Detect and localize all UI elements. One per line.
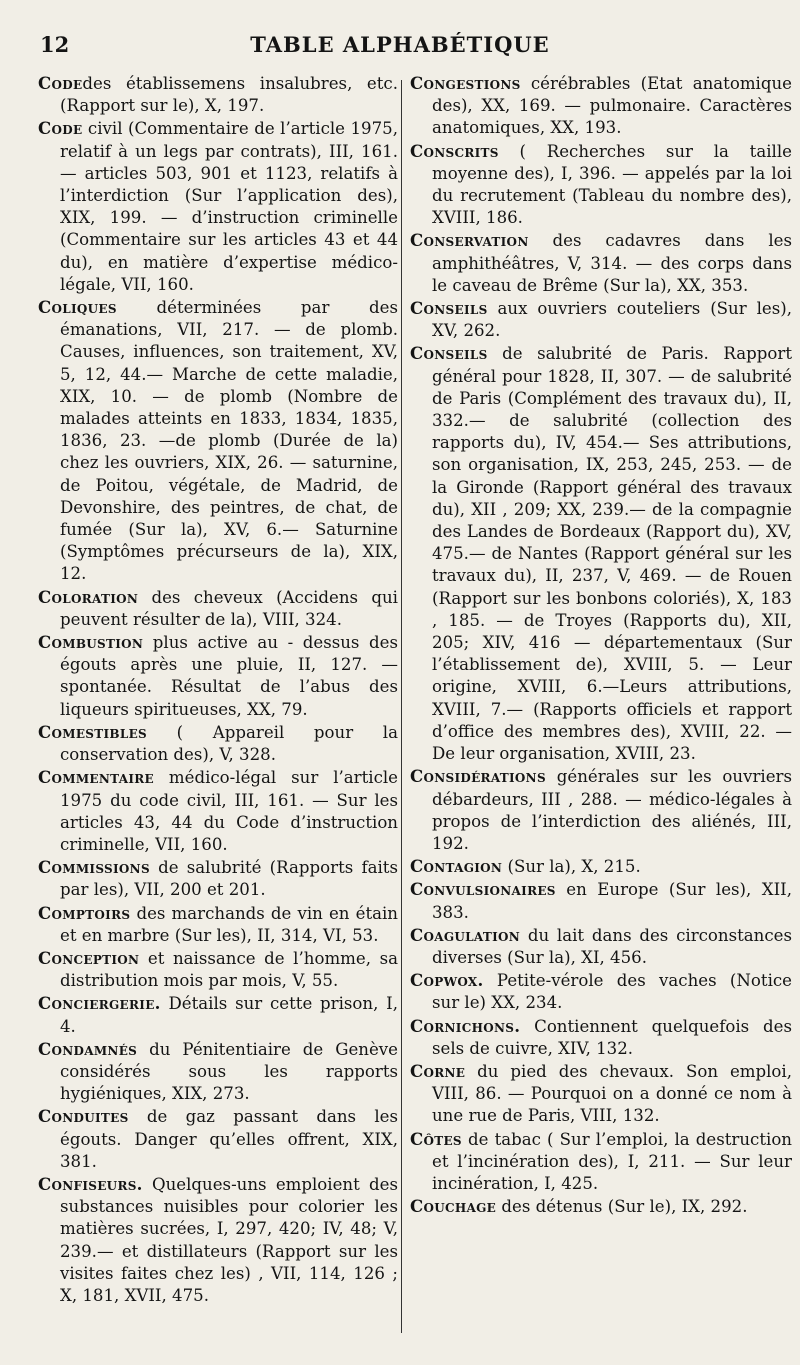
entry-text: du lait dans des circonstances diverses (Sur la), XI, 456. xyxy=(432,925,792,967)
index-entry xyxy=(38,902,398,947)
entry-headword: Commentaire xyxy=(38,767,154,788)
entry-text: civil (Commentaire de l’article 1975, relatif à un legs par contrats), III, 161.— articles 503, 901 et 1123, relatifs à l’interdiction (Sur l’application des), XIX, 199. — d’instruction criminelle (Commentaire sur les articles 43 et 44 du), en matière d’expertise médico-légale, VII, 160. xyxy=(60,119,398,294)
index-entry xyxy=(410,969,792,1014)
entry-headword: Congestions xyxy=(410,73,521,93)
entry-text: Contiennent quelquefois des sels de cuivre, XIV, 132. xyxy=(432,1016,792,1058)
entry-text: du Pénitentiaire de Genève considérés sous les rapports hygiéniques, XIX, 273. xyxy=(60,1039,398,1104)
index-entry xyxy=(38,1038,398,1106)
index-entry xyxy=(38,631,398,721)
index-entry xyxy=(410,140,792,230)
entry-headword: Confiseurs. xyxy=(38,1173,143,1194)
entry-text: des établissemens insalubres, etc. (Rapport sur le), X, 197. xyxy=(60,74,398,116)
entry-text: des détenus (Sur le), IX, 292. xyxy=(496,1197,748,1217)
entry-headword: Comptoirs xyxy=(38,902,131,923)
entry-text: (Sur la), X, 215. xyxy=(502,857,641,877)
entry-headword: Combustion xyxy=(38,632,144,653)
entry-headword: Coagulation xyxy=(410,924,521,945)
index-entry xyxy=(38,947,398,992)
entry-headword: Conduites xyxy=(38,1106,129,1127)
index-entry xyxy=(38,721,398,766)
entry-text: de tabac ( Sur l’emploi, la destruction et l’incinération des), I, 211. — Sur leur incinération, I, 425. xyxy=(432,1129,792,1193)
index-entry xyxy=(38,1173,398,1307)
entry-text: des marchands de vin en étain et en marbre (Sur les), II, 314, VI, 53. xyxy=(60,903,398,945)
entry-headword: Code xyxy=(38,73,83,93)
entry-headword: Convulsionaires xyxy=(410,879,556,900)
entry-headword: Condamnés xyxy=(38,1038,138,1059)
index-entry xyxy=(38,766,398,856)
index-entry xyxy=(38,856,398,901)
entry-headword: Conseils xyxy=(410,298,488,319)
entry-headword: Considérations xyxy=(410,766,546,787)
entry-text: des cadavres dans les amphithéâtres, V, 314. — des corps dans le caveau de Brême (Sur la), XX, 353. xyxy=(432,231,792,295)
index-entry xyxy=(38,72,398,117)
left-column xyxy=(38,72,398,1353)
entry-text: de salubrité (Rapports faits par les), VII, 200 et 201. xyxy=(60,858,398,900)
index-entry xyxy=(38,296,398,586)
entry-text: médico-légal sur l’article 1975 du code civil, III, 161. — Sur les articles 43, 44 du Code d’instruction criminelle, VII, 160. xyxy=(60,768,398,854)
index-entry xyxy=(410,878,792,923)
index-entry xyxy=(410,855,792,878)
entry-headword: Conseils xyxy=(410,343,488,364)
entry-text: en Europe (Sur les), XII, 383. xyxy=(432,880,792,922)
index-entry xyxy=(410,924,792,969)
entry-text: du pied des chevaux. Son emploi, VIII, 86. — Pourquoi on a donné ce nom à une rue de Paris, VIII, 132. xyxy=(432,1061,792,1126)
running-title: TABLE ALPHABÉTIQUE xyxy=(250,32,550,57)
entry-headword: Commissions xyxy=(38,857,150,878)
index-entry xyxy=(410,1128,792,1196)
index-entry xyxy=(410,229,792,297)
entry-text: déterminées par des émanations, VII, 217. — de plomb. Causes, influences, son traitement, XV, 5, 12, 44.— Marche de cette maladie, XIX, 10. — de plomb (Nombre de malades atteints en 1833, 1834, 1835, 1836, 23. —de plomb (Durée de la) chez les ouvriers, XIX, 26. — saturnine, de Poitou, végétale, de Madrid, de Devonshire, des peintres, de chat, de fumée (Sur la), XV, 6.— Saturnine (Symptômes précurseurs de la), XIX, 12. xyxy=(60,298,398,584)
entry-headword: Coliques xyxy=(38,297,117,318)
entry-text: de salubrité de Paris. Rapport général pour 1828, II, 307. — de salubrité de Paris (Complément des travaux du), II, 332.— de salubrité (collection des rapports du), IV, 454.— Ses attributions, son organisation, IX, 253, 245, 253. — de la Gironde (Rapport général des travaux du), XII , 209; XX, 239.— de la compagnie des Landes de Bordeaux (Rapport du), XV, 475.— de Nantes (Rapport général sur les travaux du), II, 237, V, 469. — de Rouen (Rapport sur les bonbons coloriés), X, 183 , 185. — de Troyes (Rapports du), XII, 205; XIV, 416 — départementaux (Sur l’établissement de), XVIII, 5. — Leur origine, XVIII, 6.—Leurs attributions, XVIII, 7.— (Rapports officiels et rapport d’office des membres des), XVIII, 22. — De leur organisation, XVIII, 23. xyxy=(432,344,792,764)
entry-headword: Conciergerie. xyxy=(38,993,161,1014)
entry-text: Petite-vérole des vaches (Notice sur le) XX, 234. xyxy=(432,971,792,1013)
index-entry xyxy=(410,1195,792,1218)
entry-text: plus active au - dessus des égouts après une pluie, II, 127. — spontanée. Résultat de l’abus des liqueurs spiritueuses, XX, 79. xyxy=(60,633,398,719)
entry-text: ( Recherches sur la taille moyenne des), I, 396. — appelés par la loi du recrutement (Tableau du nombre des), XVIII, 186. xyxy=(432,141,792,228)
entry-headword: Conservation xyxy=(410,230,529,251)
entry-text: aux ouvriers couteliers (Sur les), XV, 262. xyxy=(432,299,792,341)
entry-headword: Copwox. xyxy=(410,970,484,991)
page-number: 12 xyxy=(40,32,70,57)
entry-headword: Code xyxy=(38,118,83,139)
entry-text: ( Appareil pour la conservation des), V, 328. xyxy=(60,722,398,765)
index-entry xyxy=(410,297,792,342)
entry-text: Détails sur cette prison, I, 4. xyxy=(60,994,398,1036)
entry-text: de gaz passant dans les égouts. Danger qu’elles offrent, XIX, 381. xyxy=(60,1107,398,1171)
column-divider xyxy=(401,80,402,1333)
entry-headword: Conscrits xyxy=(410,140,499,161)
entry-headword: Corne xyxy=(410,1060,466,1081)
entry-text: générales sur les ouvriers débardeurs, III , 288. — médico-légales à propos de l’interdiction des aliénés, III, 192. xyxy=(432,767,792,853)
index-entry xyxy=(38,992,398,1037)
entry-text: et naissance de l’homme, sa distribution mois par mois, V, 55. xyxy=(60,948,398,991)
entry-headword: Contagion xyxy=(410,856,503,877)
entry-headword: Couchage xyxy=(410,1196,497,1217)
entry-headword: Côtes xyxy=(410,1128,462,1149)
index-entry xyxy=(410,765,792,855)
right-column xyxy=(410,72,792,1353)
index-entry xyxy=(410,1060,792,1128)
index-columns xyxy=(38,72,790,1353)
entry-text: Quelques-uns emploient des substances nuisibles pour colorier les matières sucrées, I, 297, 420; IV, 48; V, 239.— et distillateurs (Rapport sur les visites faites chez les) , VII, 114, 126 ; X, 181, XVII, 475. xyxy=(60,1174,398,1305)
entry-headword: Conception xyxy=(38,947,140,968)
index-entry xyxy=(410,1015,792,1060)
index-entry xyxy=(410,342,792,765)
entry-headword: Comestibles xyxy=(38,721,147,742)
index-entry xyxy=(38,586,398,631)
page-header xyxy=(40,32,760,64)
index-entry xyxy=(410,72,792,140)
entry-text: cérébrables (Etat anatomique des), XX, 169. — pulmonaire. Caractères anatomiques, XX, 193. xyxy=(432,74,792,138)
entry-text: des cheveux (Accidens qui peuvent résulter de la), VIII, 324. xyxy=(60,587,398,629)
index-entry xyxy=(38,117,398,296)
entry-headword: Cornichons. xyxy=(410,1015,521,1036)
index-entry xyxy=(38,1105,398,1173)
entry-headword: Coloration xyxy=(38,586,139,607)
